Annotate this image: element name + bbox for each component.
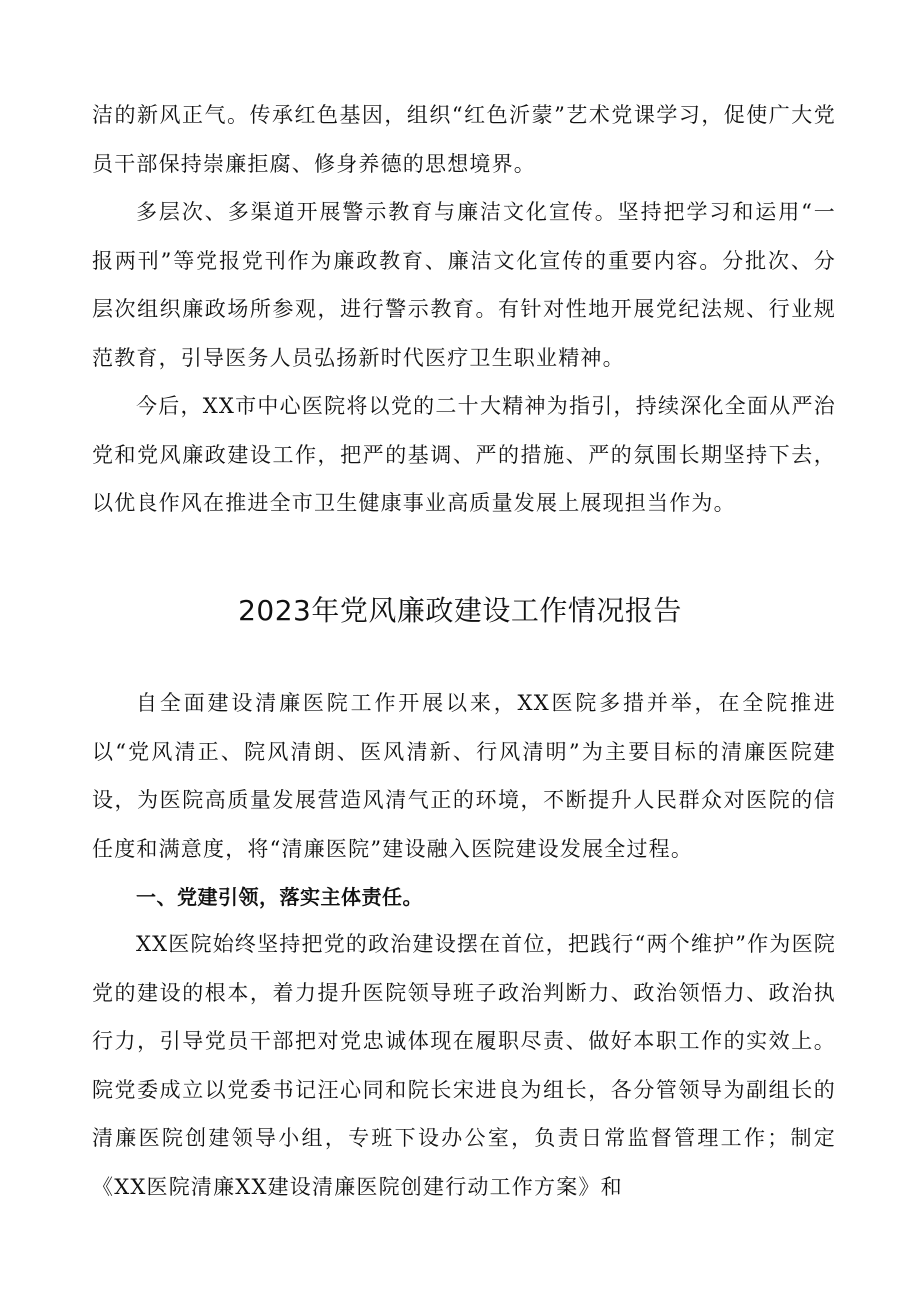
warning-education-paragraph: 多层次、多渠道开展警示教育与廉洁文化宣传。坚持把学习和运用“一报两刊”等党报党刊作为廉政教育、廉洁文化宣传的重要内容。分批次、分层次组织廉政场所参观，进行警示教育。有针对性地开展党纪法规、行业规范教育，引导医务人员弘扬新时代医疗卫生职业精神。 bbox=[92, 200, 836, 370]
intro-paragraph: 自全面建设清廉医院工作开展以来，XX医院多措并举，在全院推进以“党风清正、院风清朗、医风清新、行风清明”为主要目标的清廉医院建设，为医院高质量发展营造风清气正的环境，不断提升人民群众对医院的信任度和满意度，将“清廉医院”建设融入医院建设发展全过程。 bbox=[92, 691, 836, 861]
section-1-paragraph: XX医院始终坚持把党的政治建设摆在首位，把践行“两个维护”作为医院党的建设的根本，着力提升医院领导班子政治判断力、政治领悟力、政治执行力，引导党员干部把对党忠诚体现在履职尽责、做好本职工作的实效上。院党委成立以党委书记汪心同和院长宋进良为组长，各分管领导为副组长的清廉医院创建领导小组，专班下设办公室，负责日常监督管理工作；制定《XX医院清廉XX建设清廉医院创建行动工作方案》和 bbox=[92, 932, 836, 1199]
continued-paragraph: 洁的新风正气。传承红色基因，组织“红色沂蒙”艺术党课学习，促使广大党员干部保持崇廉拒腐、修身养德的思想境界。 bbox=[92, 103, 836, 176]
report-title: 2023年党风廉政建设工作情况报告 bbox=[238, 594, 682, 627]
section-1-heading: 一、党建引领，落实主体责任。 bbox=[136, 885, 423, 909]
future-outlook-paragraph: 今后，XX市中心医院将以党的二十大精神为指引，持续深化全面从严治党和党风廉政建设工作，把严的基调、严的措施、严的氛围长期坚持下去，以优良作风在推进全市卫生健康事业高质量发展上展现担当作为。 bbox=[92, 394, 836, 515]
